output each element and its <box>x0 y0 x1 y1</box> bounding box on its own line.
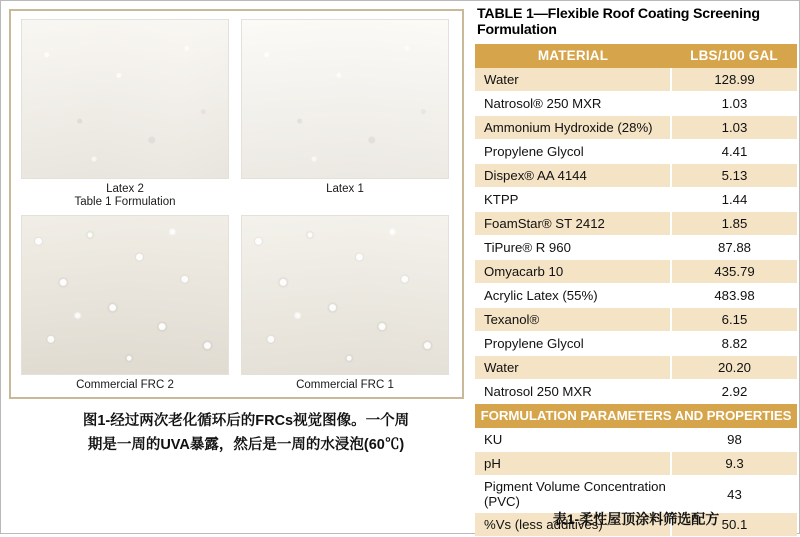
figure-caption-line-1: 图1-经过两次老化循环后的FRCs视觉图像。一个周 <box>82 413 410 429</box>
cell-value: 483.98 <box>671 284 797 308</box>
photo-cell-commercial-frc-1 <box>241 215 449 391</box>
table-row <box>475 236 797 260</box>
cell-value: 2.92 <box>671 380 797 404</box>
coating-blister-texture <box>22 216 228 374</box>
cell-material: Water <box>475 356 671 380</box>
cell-material: %Vs (less additives) <box>475 513 671 537</box>
table-row <box>475 308 797 332</box>
figure-caption-line-2: 期是一周的UVA暴露，然后是一周的水浸泡(60℃) <box>87 437 405 453</box>
table-row <box>475 68 797 92</box>
coating-texture <box>22 20 228 178</box>
table-title: TABLE 1—Flexible Roof Coating Screening Formulation <box>475 3 797 43</box>
photo-latex-2 <box>21 19 229 179</box>
cell-material: Acrylic Latex (55%) <box>475 284 671 308</box>
table-row <box>475 476 797 513</box>
cell-value: 87.88 <box>671 236 797 260</box>
cell-value: 128.99 <box>671 68 797 92</box>
column-header-lbs: LBS/100 GAL <box>671 43 797 68</box>
cell-material: KTPP <box>475 188 671 212</box>
table-row <box>475 188 797 212</box>
cell-value: 435.79 <box>671 260 797 284</box>
table-section-header-row <box>475 404 797 429</box>
photo-label: Latex 1 <box>326 183 364 195</box>
figure-caption <box>21 409 471 457</box>
cell-material: pH <box>475 452 671 476</box>
photo-caption-commercial-frc-2 <box>21 379 229 392</box>
cell-material: Ammonium Hydroxide (28%) <box>475 116 671 140</box>
cell-material: Natrosol 250 MXR <box>475 380 671 404</box>
table-row <box>475 284 797 308</box>
cell-material: Pigment Volume Concentration (PVC) <box>475 476 671 513</box>
cell-value: 9.3 <box>671 452 797 476</box>
photo-cell-latex-2 <box>21 19 229 208</box>
photo-caption-commercial-frc-1 <box>241 379 449 392</box>
cell-material: Omyacarb 10 <box>475 260 671 284</box>
column-header-material: MATERIAL <box>475 43 671 68</box>
photo-cell-latex-1 <box>241 19 449 195</box>
cell-value: 4.41 <box>671 140 797 164</box>
cell-value: 1.44 <box>671 188 797 212</box>
table-row <box>475 260 797 284</box>
formulation-table <box>475 3 797 537</box>
photo-caption-latex-2 <box>21 183 229 209</box>
cell-material: Water <box>475 68 671 92</box>
cell-value: 5.13 <box>671 164 797 188</box>
photo-grid <box>19 17 454 391</box>
cell-value: 6.15 <box>671 308 797 332</box>
cell-value: 50.1 <box>671 513 797 537</box>
section-header-formulation-parameters: FORMULATION PARAMETERS AND PROPERTIES <box>475 404 797 429</box>
cell-value: 1.03 <box>671 116 797 140</box>
formulation-table-wrap <box>475 3 797 537</box>
cell-material: Texanol® <box>475 308 671 332</box>
table-row <box>475 356 797 380</box>
table-row <box>475 332 797 356</box>
cell-material: TiPure® R 960 <box>475 236 671 260</box>
photo-label: Commercial FRC 1 <box>296 379 394 391</box>
photo-label: Commercial FRC 2 <box>76 379 174 391</box>
cell-material: Dispex® AA 4144 <box>475 164 671 188</box>
cell-material: Propylene Glycol <box>475 140 671 164</box>
photo-cell-commercial-frc-2 <box>21 215 229 391</box>
table-row <box>475 92 797 116</box>
photo-commercial-frc-1 <box>241 215 449 375</box>
cell-material: Propylene Glycol <box>475 332 671 356</box>
coating-blister-texture <box>242 216 448 374</box>
cell-material: KU <box>475 428 671 452</box>
photo-commercial-frc-2 <box>21 215 229 375</box>
cell-value: 1.85 <box>671 212 797 236</box>
coating-texture <box>242 20 448 178</box>
cell-material: FoamStar® ST 2412 <box>475 212 671 236</box>
photo-sublabel: Table 1 Formulation <box>74 196 176 208</box>
table-title-row <box>475 3 797 43</box>
cell-material: Natrosol® 250 MXR <box>475 92 671 116</box>
table-row <box>475 428 797 452</box>
photo-label: Latex 2 <box>106 183 144 195</box>
figure-panel <box>9 9 464 453</box>
table-header-row <box>475 43 797 68</box>
table-row <box>475 380 797 404</box>
table-row <box>475 452 797 476</box>
cell-value: 8.82 <box>671 332 797 356</box>
photo-latex-1 <box>241 19 449 179</box>
cell-value: 43 <box>671 476 797 513</box>
cell-value: 1.03 <box>671 92 797 116</box>
table-row <box>475 140 797 164</box>
cell-value: 20.20 <box>671 356 797 380</box>
photo-caption-latex-1 <box>241 183 449 196</box>
table-row <box>475 212 797 236</box>
cell-value: 98 <box>671 428 797 452</box>
table-row <box>475 164 797 188</box>
table-caption: 表1-柔性屋顶涂料筛选配方 <box>552 511 720 527</box>
table-row <box>475 116 797 140</box>
